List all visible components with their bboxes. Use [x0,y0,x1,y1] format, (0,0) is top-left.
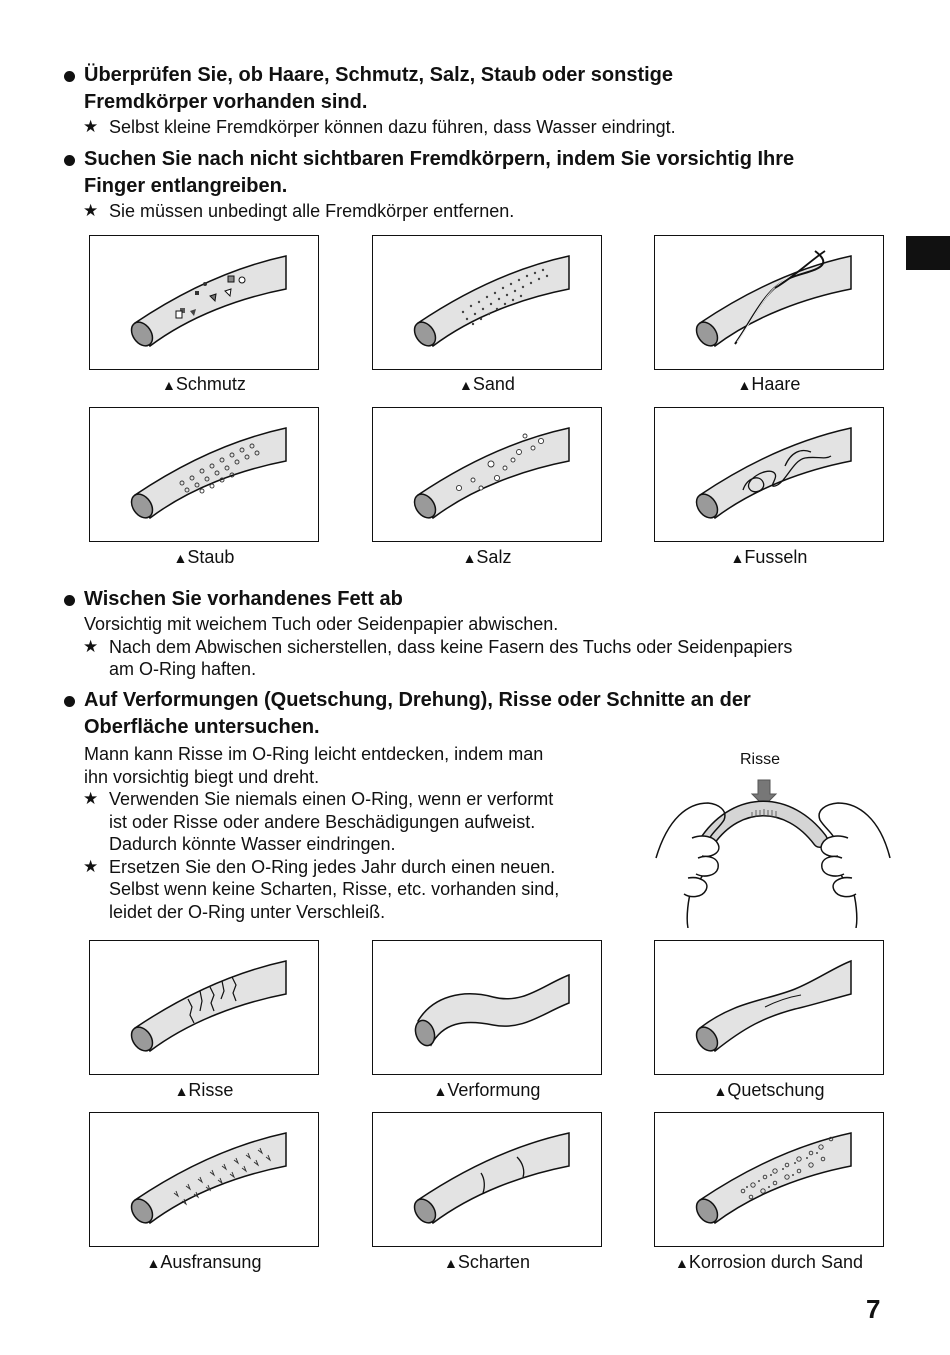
caption-korrosion: ▲Korrosion durch Sand [675,1252,863,1272]
note-never-use: ★ Verwenden Sie niemals einen O-Ring, wenn er verformt ist oder Risse oder andere Beschädigungen aufweist. Dadurch könnte Wasser eindringen. [83,789,554,854]
star-icon: ★ [83,856,99,876]
triangle-icon: ▲ [737,377,752,393]
figure-ausfransung [89,1112,319,1247]
section-deformation [62,687,892,741]
figure-verformung [372,940,602,1075]
heading-check-foreign-bodies [62,62,892,116]
caption-scharten: ▲Scharten [444,1252,530,1272]
triangle-icon: ▲ [162,377,176,393]
note-text: Sie müssen unbedingt alle Fremdkörper entfernen. [109,201,515,221]
section-tab-marker [906,236,950,270]
note-fibers [62,636,892,681]
star-icon: ★ [83,636,99,656]
triangle-icon: ▲ [173,550,188,566]
figure-staub [89,407,319,542]
figure-fusseln [654,407,884,542]
star-icon: ★ [83,789,99,808]
page-number: 7 [866,1294,881,1324]
note-small-bodies [62,116,892,139]
triangle-icon: ▲ [174,1083,189,1099]
heading-wipe-grease [62,586,892,613]
section-wipe-grease [62,586,892,681]
heading-line: Überprüfen Sie, ob Haare, Schmutz, Salz, Staub oder sonstige [84,64,674,86]
note-text: Nach dem Abwischen sicherstellen, dass keine Fasern des Tuchs oder Seidenpapiers [109,636,793,657]
text-wipe-method: Vorsichtig mit weichem Tuch oder Seidenpapier abwischen. [84,614,559,634]
note-remove-all [62,200,892,223]
triangle-icon: ▲ [675,1255,689,1271]
figure-schmutz [89,235,319,370]
note-text: am O-Ring haften. [109,659,257,679]
figure-quetschung [654,940,884,1075]
caption-quetschung: ▲Quetschung [713,1080,825,1100]
caption-verformung: ▲Verformung [433,1080,541,1100]
section-invisible-bodies [62,146,892,223]
triangle-icon: ▲ [462,550,477,566]
triangle-icon: ▲ [146,1255,161,1271]
bending-hands-illustration [648,748,898,928]
caption-schmutz: ▲Schmutz [162,374,246,394]
caption-fusseln: ▲Fusseln [730,547,808,567]
triangle-icon: ▲ [713,1083,728,1099]
bend-risse-label: Risse [740,751,781,768]
note-text: Selbst kleine Fremdkörper können dazu führen, dass Wasser eindringt. [109,117,676,137]
heading-inspect-deformation [62,687,892,741]
caption-staub: ▲Staub [173,547,235,567]
figure-scharten [372,1112,602,1247]
triangle-icon: ▲ [444,1255,458,1271]
section-foreign-bodies [62,62,892,139]
heading-line: Wischen Sie vorhandenes Fett ab [84,588,403,610]
text-bend-check: Mann kann Risse im O-Ring leicht entdecken, indem man ihn vorsichtig biegt und dreht. [84,744,544,787]
caption-haare: ▲Haare [737,374,801,394]
section-deformation-body [62,743,622,923]
caption-salz: ▲Salz [462,547,512,567]
figure-haare [654,235,884,370]
star-icon: ★ [83,201,99,220]
triangle-icon: ▲ [459,377,473,393]
heading-line: Finger entlangreiben. [84,175,288,197]
triangle-icon: ▲ [433,1083,448,1099]
triangle-icon: ▲ [730,550,745,566]
heading-line: Suchen Sie nach nicht sichtbaren Fremdkörpern, indem Sie vorsichtig Ihre [84,148,795,170]
caption-risse: ▲Risse [174,1080,234,1100]
heading-line: Oberfläche untersuchen. [84,716,320,738]
heading-line: Auf Verformungen (Quetschung, Drehung), Risse oder Schnitte an der [84,689,751,711]
caption-ausfransung: ▲Ausfransung [146,1252,262,1272]
figure-sand [372,235,602,370]
figure-salz [372,407,602,542]
figure-korrosion [654,1112,884,1247]
note-replace-yearly: ★ Ersetzen Sie den O-Ring jedes Jahr durch einen neuen. Selbst wenn keine Scharten, Risse, etc. vorhanden sind, leidet der O-Ring unter Verschleiß. [83,856,560,922]
caption-sand: ▲Sand [459,374,515,394]
heading-search-invisible [62,146,892,200]
star-icon: ★ [83,117,99,136]
heading-line: Fremdkörper vorhanden sind. [84,91,368,113]
figure-risse [89,940,319,1075]
